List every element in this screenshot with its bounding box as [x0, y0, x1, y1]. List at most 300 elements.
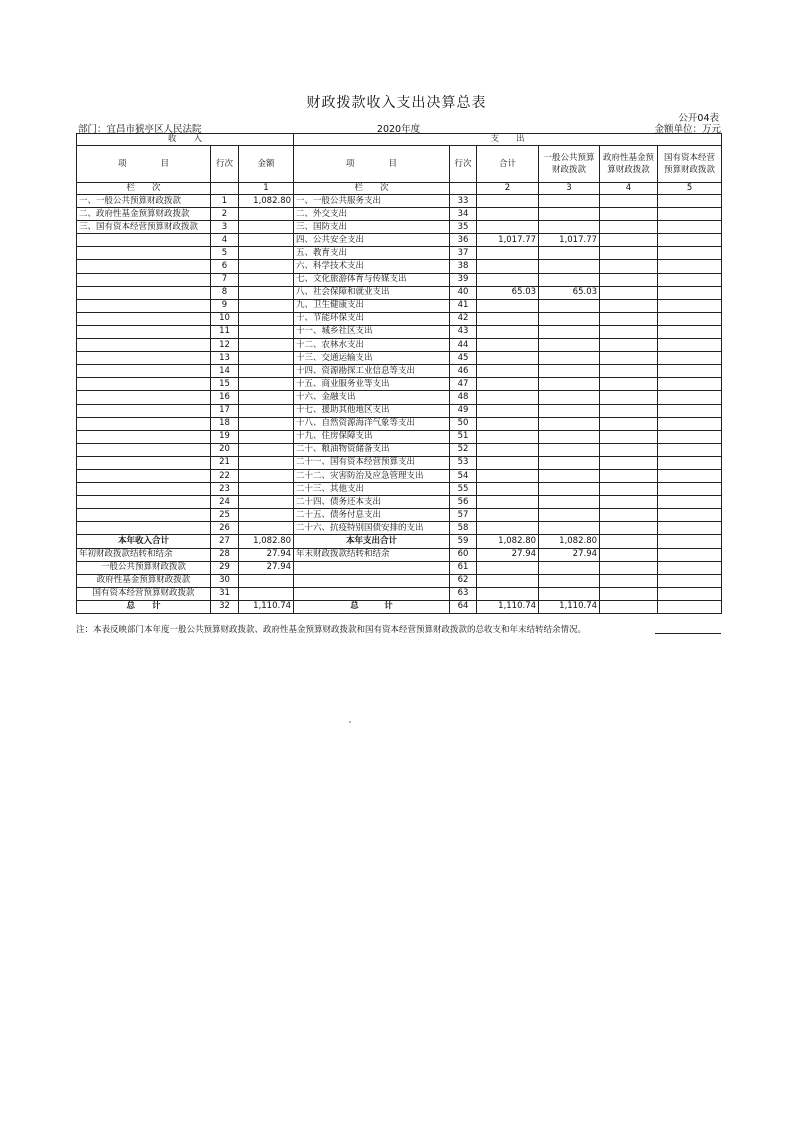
income-line-no-cell: 17: [211, 404, 239, 417]
expense-line-no-cell: 50: [450, 417, 477, 430]
expense-line-no-cell: 62: [450, 574, 477, 587]
income-item-cell: [77, 247, 211, 260]
total-amount-cell: [477, 339, 539, 352]
income-item-cell: [77, 234, 211, 247]
income-item-cell: [77, 352, 211, 365]
expense-item-cell: 六、科学技术支出: [294, 260, 450, 273]
income-amount-cell: [239, 456, 294, 469]
table-row: [77, 404, 722, 417]
income-item-cell: 总 计: [77, 600, 211, 613]
income-amount-cell: [239, 574, 294, 587]
income-group-header: 收 入: [77, 134, 294, 146]
income-item-cell: [77, 404, 211, 417]
table-row: [77, 587, 722, 600]
state-capital-amount-cell: [658, 273, 722, 286]
state-capital-amount-cell: [658, 496, 722, 509]
gov-fund-amount-cell: [600, 430, 658, 443]
total-amount-cell: [477, 443, 539, 456]
expense-line-no-cell: 35: [450, 221, 477, 234]
general-budget-amount-cell: 1,110.74: [539, 600, 600, 613]
col-number-4: 4: [600, 183, 658, 195]
state-capital-amount-cell: [658, 600, 722, 613]
income-amount-cell: [239, 483, 294, 496]
income-item-cell: [77, 443, 211, 456]
expense-item-cell: 十、节能环保支出: [294, 312, 450, 325]
income-line-no-cell: 11: [211, 325, 239, 338]
income-line-no-cell: 16: [211, 391, 239, 404]
income-amount-cell: [239, 378, 294, 391]
expense-line-no-header: 行次: [450, 146, 477, 183]
expense-line-no-cell: 54: [450, 469, 477, 482]
expense-item-cell: 十八、自然资源海洋气象等支出: [294, 417, 450, 430]
income-amount-cell: 27.94: [239, 561, 294, 574]
gov-fund-amount-cell: [600, 299, 658, 312]
general-budget-amount-cell: [539, 496, 600, 509]
general-budget-amount-cell: [539, 417, 600, 430]
total-header: 合计: [477, 146, 539, 183]
general-budget-amount-cell: 27.94: [539, 548, 600, 561]
table-row: [77, 325, 722, 338]
expense-line-no-cell: 37: [450, 247, 477, 260]
income-item-cell: 一、一般公共预算财政拨款: [77, 195, 211, 208]
income-amount-header: 金额: [239, 146, 294, 183]
general-budget-header: 一般公共预算财政拨款: [539, 146, 600, 183]
expense-line-no-cell: 45: [450, 352, 477, 365]
total-amount-cell: [477, 469, 539, 482]
total-amount-cell: 1,017.77: [477, 234, 539, 247]
expense-line-no-cell: 55: [450, 483, 477, 496]
income-item-cell: [77, 430, 211, 443]
total-amount-cell: [477, 273, 539, 286]
income-item-header: 项 目: [77, 146, 211, 183]
gov-fund-amount-cell: [600, 234, 658, 247]
expense-item-cell: 四、公共安全支出: [294, 234, 450, 247]
expense-item-cell: 十三、交通运输支出: [294, 352, 450, 365]
income-item-cell: [77, 496, 211, 509]
general-budget-amount-cell: [539, 456, 600, 469]
income-item-cell: [77, 378, 211, 391]
income-amount-cell: [239, 522, 294, 535]
expense-line-no-cell: 57: [450, 509, 477, 522]
income-amount-cell: 1,082.80: [239, 535, 294, 548]
total-amount-cell: [477, 352, 539, 365]
expense-item-cell: 十五、商业服务业等支出: [294, 378, 450, 391]
expense-line-no-cell: 36: [450, 234, 477, 247]
gov-fund-amount-cell: [600, 195, 658, 208]
table-row: [77, 600, 722, 613]
department-label: 部门：宜昌市猇亭区人民法院: [78, 124, 202, 135]
expense-line-no-cell: 64: [450, 600, 477, 613]
general-budget-amount-cell: [539, 273, 600, 286]
table-row: [77, 522, 722, 535]
expense-line-no-cell: 53: [450, 456, 477, 469]
income-line-no-cell: 1: [211, 195, 239, 208]
state-capital-amount-cell: [658, 456, 722, 469]
general-budget-amount-cell: [539, 469, 600, 482]
gov-fund-amount-cell: [600, 208, 658, 221]
general-budget-amount-cell: [539, 574, 600, 587]
expense-item-cell: 十七、援助其他地区支出: [294, 404, 450, 417]
income-item-cell: [77, 509, 211, 522]
general-budget-amount-cell: [539, 404, 600, 417]
total-amount-cell: [477, 574, 539, 587]
general-budget-amount-cell: [539, 339, 600, 352]
table-row: [77, 483, 722, 496]
income-line-no-header: 行次: [211, 146, 239, 183]
table-row: [77, 430, 722, 443]
expense-line-no-cell: 40: [450, 286, 477, 299]
state-capital-amount-cell: [658, 312, 722, 325]
table-row: [77, 260, 722, 273]
income-line-no-cell: 21: [211, 456, 239, 469]
income-line-no-cell: 12: [211, 339, 239, 352]
income-amount-cell: [239, 339, 294, 352]
table-row: [77, 469, 722, 482]
expense-line-no-cell: 42: [450, 312, 477, 325]
table-note: 注：本表反映部门本年度一般公共预算财政拨款、政府性基金预算财政拨款和国有资本经营预算财政拨款的总收支和年末结转结余情况。: [76, 625, 587, 635]
expense-line-no-cell: 63: [450, 587, 477, 600]
col-number-3: 3: [539, 183, 600, 195]
general-budget-amount-cell: [539, 221, 600, 234]
income-amount-cell: [239, 273, 294, 286]
header-group-row: [77, 134, 722, 146]
gov-fund-amount-cell: [600, 443, 658, 456]
expense-item-cell: 十一、城乡社区支出: [294, 325, 450, 338]
income-amount-cell: [239, 469, 294, 482]
state-capital-amount-cell: [658, 483, 722, 496]
general-budget-amount-cell: [539, 260, 600, 273]
state-capital-amount-cell: [658, 234, 722, 247]
income-item-cell: [77, 391, 211, 404]
income-item-cell: [77, 456, 211, 469]
state-capital-amount-cell: [658, 522, 722, 535]
table-row: [77, 312, 722, 325]
state-capital-header: 国有资本经营预算财政拨款: [658, 146, 722, 183]
table-row: [77, 548, 722, 561]
expense-item-cell: 二十四、债务还本支出: [294, 496, 450, 509]
table-meta: [76, 121, 721, 133]
total-amount-cell: [477, 208, 539, 221]
income-line-no-cell: 24: [211, 496, 239, 509]
gov-fund-amount-cell: [600, 365, 658, 378]
income-item-cell: 政府性基金预算财政拨款: [77, 574, 211, 587]
income-line-no-cell: 9: [211, 299, 239, 312]
expense-line-no-cell: 56: [450, 496, 477, 509]
expense-item-cell: 总 计: [294, 600, 450, 613]
table-row: [77, 195, 722, 208]
amount-unit: 金额单位：万元: [654, 124, 721, 135]
income-line-no-cell: 10: [211, 312, 239, 325]
gov-fund-amount-cell: [600, 286, 658, 299]
expense-item-cell: 年末财政拨款结转和结余: [294, 548, 450, 561]
total-amount-cell: [477, 483, 539, 496]
total-amount-cell: [477, 509, 539, 522]
gov-fund-amount-cell: [600, 469, 658, 482]
income-amount-cell: [239, 325, 294, 338]
general-budget-amount-cell: [539, 208, 600, 221]
income-item-cell: [77, 273, 211, 286]
income-amount-cell: [239, 391, 294, 404]
gov-fund-amount-cell: [600, 417, 658, 430]
gov-fund-amount-cell: [600, 483, 658, 496]
general-budget-amount-cell: [539, 352, 600, 365]
gov-fund-amount-cell: [600, 339, 658, 352]
table-row: [77, 561, 722, 574]
total-amount-cell: [477, 430, 539, 443]
income-item-cell: [77, 286, 211, 299]
income-amount-cell: [239, 286, 294, 299]
expense-line-no-cell: 49: [450, 404, 477, 417]
expense-line-no-cell: 58: [450, 522, 477, 535]
general-budget-amount-cell: [539, 365, 600, 378]
income-amount-cell: [239, 234, 294, 247]
expense-group-header: 支 出: [294, 134, 722, 146]
table-row: [77, 365, 722, 378]
income-item-cell: [77, 522, 211, 535]
state-capital-amount-cell: [658, 430, 722, 443]
state-capital-amount-cell: [658, 417, 722, 430]
header-column-row: [77, 146, 722, 183]
total-amount-cell: [477, 299, 539, 312]
income-amount-cell: [239, 404, 294, 417]
expense-item-cell: 十二、农林水支出: [294, 339, 450, 352]
general-budget-amount-cell: [539, 509, 600, 522]
table-row: [77, 352, 722, 365]
income-item-cell: 二、政府性基金预算财政拨款: [77, 208, 211, 221]
income-line-no-cell: 28: [211, 548, 239, 561]
income-amount-cell: [239, 443, 294, 456]
total-amount-cell: [477, 404, 539, 417]
state-capital-amount-cell: [658, 378, 722, 391]
gov-fund-amount-cell: [600, 548, 658, 561]
expense-line-no-cell: 41: [450, 299, 477, 312]
general-budget-amount-cell: [539, 247, 600, 260]
gov-fund-amount-cell: [600, 404, 658, 417]
total-amount-cell: [477, 247, 539, 260]
table-row: [77, 456, 722, 469]
state-capital-amount-cell: [658, 404, 722, 417]
gov-fund-amount-cell: [600, 352, 658, 365]
expense-line-no-cell: 46: [450, 365, 477, 378]
gov-fund-amount-cell: [600, 574, 658, 587]
expense-item-cell: 二十二、灾害防治及应急管理支出: [294, 469, 450, 482]
income-amount-cell: [239, 312, 294, 325]
total-amount-cell: [477, 391, 539, 404]
state-capital-amount-cell: [658, 587, 722, 600]
income-amount-cell: [239, 496, 294, 509]
income-item-cell: 本年收入合计: [77, 535, 211, 548]
gov-fund-amount-cell: [600, 456, 658, 469]
gov-fund-amount-cell: [600, 587, 658, 600]
gov-fund-amount-cell: [600, 391, 658, 404]
expense-item-cell: 二十三、其他支出: [294, 483, 450, 496]
gov-fund-amount-cell: [600, 325, 658, 338]
expense-line-no-cell: 38: [450, 260, 477, 273]
general-budget-amount-cell: 1,082.80: [539, 535, 600, 548]
gov-fund-amount-cell: [600, 522, 658, 535]
state-capital-amount-cell: [658, 325, 722, 338]
income-line-no-cell: 23: [211, 483, 239, 496]
income-item-cell: [77, 469, 211, 482]
income-line-no-cell: 15: [211, 378, 239, 391]
income-line-no-cell: 4: [211, 234, 239, 247]
table-row: [77, 234, 722, 247]
income-amount-cell: 1,110.74: [239, 600, 294, 613]
table-row: [77, 339, 722, 352]
col-number-1: 1: [239, 183, 294, 195]
table-row: [77, 286, 722, 299]
income-item-cell: [77, 312, 211, 325]
total-amount-cell: [477, 522, 539, 535]
income-line-no-cell: 5: [211, 247, 239, 260]
income-item-cell: [77, 483, 211, 496]
state-capital-amount-cell: [658, 469, 722, 482]
income-amount-cell: [239, 208, 294, 221]
gov-fund-amount-cell: [600, 600, 658, 613]
expense-line-no-cell: 39: [450, 273, 477, 286]
income-line-no-cell: 26: [211, 522, 239, 535]
total-amount-cell: [477, 325, 539, 338]
income-amount-cell: [239, 417, 294, 430]
expense-line-no-cell: 47: [450, 378, 477, 391]
expense-item-cell: 二十、粮油物资储备支出: [294, 443, 450, 456]
income-amount-cell: [239, 509, 294, 522]
income-amount-cell: [239, 299, 294, 312]
table-row: [77, 443, 722, 456]
fiscal-year: 2020年度: [376, 124, 421, 135]
gov-fund-amount-cell: [600, 561, 658, 574]
gov-fund-amount-cell: [600, 260, 658, 273]
income-line-no-cell: 30: [211, 574, 239, 587]
expense-item-cell: 十四、资源勘探工业信息等支出: [294, 365, 450, 378]
expense-item-cell: 七、文化旅游体育与传媒支出: [294, 273, 450, 286]
income-amount-cell: [239, 247, 294, 260]
general-budget-amount-cell: [539, 312, 600, 325]
income-line-no-cell: 29: [211, 561, 239, 574]
expense-item-cell: 一、一般公共服务支出: [294, 195, 450, 208]
table-row: [77, 221, 722, 234]
expense-item-cell: [294, 561, 450, 574]
income-line-no-cell: 25: [211, 509, 239, 522]
scan-speck: [349, 721, 351, 723]
table-row: [77, 496, 722, 509]
col-number-5: 5: [658, 183, 722, 195]
gov-fund-amount-cell: [600, 496, 658, 509]
total-amount-cell: [477, 312, 539, 325]
total-amount-cell: [477, 587, 539, 600]
general-budget-amount-cell: 65.03: [539, 286, 600, 299]
state-capital-amount-cell: [658, 299, 722, 312]
income-amount-cell: [239, 365, 294, 378]
general-budget-amount-cell: [539, 443, 600, 456]
income-line-no-cell: 22: [211, 469, 239, 482]
gov-fund-amount-cell: [600, 509, 658, 522]
income-amount-cell: [239, 352, 294, 365]
income-item-cell: [77, 299, 211, 312]
table-row: [77, 574, 722, 587]
total-amount-cell: 1,110.74: [477, 600, 539, 613]
income-amount-cell: 1,082.80: [239, 195, 294, 208]
income-amount-cell: [239, 430, 294, 443]
expense-line-no-cell: 59: [450, 535, 477, 548]
income-column-label: 栏 次: [77, 183, 211, 195]
income-line-no-cell: 19: [211, 430, 239, 443]
general-budget-amount-cell: [539, 391, 600, 404]
expense-item-cell: 十六、金融支出: [294, 391, 450, 404]
note-divider: [655, 633, 721, 634]
income-amount-cell: [239, 587, 294, 600]
income-item-cell: 三、国有资本经营预算财政拨款: [77, 221, 211, 234]
total-amount-cell: [477, 260, 539, 273]
income-item-cell: 一般公共预算财政拨款: [77, 561, 211, 574]
gov-fund-header: 政府性基金预算财政拨款: [600, 146, 658, 183]
state-capital-amount-cell: [658, 365, 722, 378]
expense-item-cell: [294, 587, 450, 600]
total-amount-cell: [477, 417, 539, 430]
expense-line-no-cell: 48: [450, 391, 477, 404]
income-line-no-cell: 31: [211, 587, 239, 600]
expense-line-no-cell: 60: [450, 548, 477, 561]
general-budget-amount-cell: [539, 522, 600, 535]
expense-item-cell: 二十一、国有资本经营预算支出: [294, 456, 450, 469]
income-line-no-cell: 7: [211, 273, 239, 286]
expense-item-cell: 二十五、债务付息支出: [294, 509, 450, 522]
page-title: 财政拨款收入支出决算总表: [306, 95, 487, 111]
state-capital-amount-cell: [658, 509, 722, 522]
total-amount-cell: [477, 456, 539, 469]
total-amount-cell: 65.03: [477, 286, 539, 299]
table-row: [77, 273, 722, 286]
total-amount-cell: 27.94: [477, 548, 539, 561]
total-amount-cell: [477, 221, 539, 234]
expense-line-no-cell: 33: [450, 195, 477, 208]
expense-item-cell: 八、社会保障和就业支出: [294, 286, 450, 299]
gov-fund-amount-cell: [600, 312, 658, 325]
expense-item-header: 项 目: [294, 146, 450, 183]
income-line-no-cell: 14: [211, 365, 239, 378]
expense-column-label: 栏 次: [294, 183, 450, 195]
income-amount-cell: 27.94: [239, 548, 294, 561]
state-capital-amount-cell: [658, 352, 722, 365]
state-capital-amount-cell: [658, 443, 722, 456]
income-item-cell: [77, 325, 211, 338]
income-item-cell: [77, 339, 211, 352]
table-row: [77, 509, 722, 522]
general-budget-amount-cell: [539, 430, 600, 443]
expense-item-cell: 本年支出合计: [294, 535, 450, 548]
gov-fund-amount-cell: [600, 221, 658, 234]
total-amount-cell: 1,082.80: [477, 535, 539, 548]
total-amount-cell: [477, 365, 539, 378]
general-budget-amount-cell: [539, 299, 600, 312]
income-item-cell: 国有资本经营预算财政拨款: [77, 587, 211, 600]
gov-fund-amount-cell: [600, 535, 658, 548]
income-line-no-cell: 3: [211, 221, 239, 234]
income-line-no-cell: 32: [211, 600, 239, 613]
expense-item-cell: 二十六、抗疫特别国债安排的支出: [294, 522, 450, 535]
column-number-row: [77, 183, 722, 195]
income-line-no-cell: 8: [211, 286, 239, 299]
table-row: [77, 535, 722, 548]
state-capital-amount-cell: [658, 561, 722, 574]
expense-line-no-cell: 52: [450, 443, 477, 456]
general-budget-amount-cell: [539, 587, 600, 600]
expense-line-no-cell: 34: [450, 208, 477, 221]
general-budget-amount-cell: [539, 561, 600, 574]
state-capital-amount-cell: [658, 247, 722, 260]
table-row: [77, 417, 722, 430]
state-capital-amount-cell: [658, 535, 722, 548]
